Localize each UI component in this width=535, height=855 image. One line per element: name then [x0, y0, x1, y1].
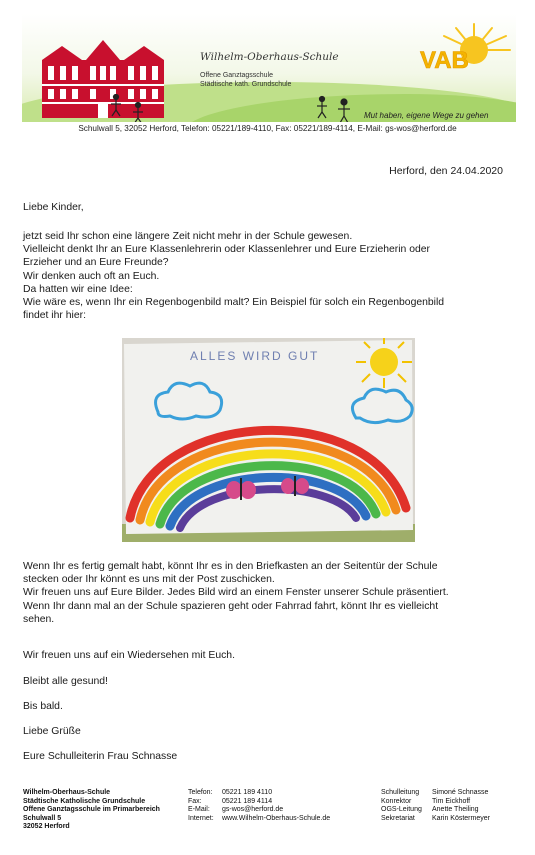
staff-role: Schulleitung [381, 789, 420, 796]
text-line: Wir denken auch oft an Euch. [23, 270, 160, 282]
text-line: Bis bald. [23, 701, 63, 712]
footer-label: Telefon: [188, 789, 213, 796]
text-line: stecken oder Ihr könnt es uns mit der Post zuschicken. [23, 574, 275, 586]
school-subtitle: Städtische kath. Grundschule [200, 81, 292, 88]
text-line: Wir freuen uns auf ein Wiedersehen mit Euch. [23, 650, 235, 661]
footer-contact-labels [188, 789, 214, 823]
letter-signature [23, 750, 513, 763]
staff-role: Sekretariat [381, 814, 415, 822]
fax-number: 05221 189 4114 [222, 797, 273, 805]
letter-paragraph-instructions [23, 560, 513, 626]
footer-line: Schulwall 5 [23, 814, 62, 822]
letter-paragraph-intro [23, 230, 513, 322]
letter-closing [23, 725, 513, 738]
footer-staff-names [432, 789, 490, 823]
text-line: findet ihr hier: [23, 310, 86, 322]
footer-line: Wilhelm-Oberhaus-Schule [23, 789, 111, 796]
signature-text: Eure Schulleiterin Frau Schnasse [23, 751, 178, 762]
website-link[interactable]: www.Wilhelm-Oberhaus-Schule.de [222, 814, 331, 822]
school-slogan: Mut haben, eigene Wege zu gehen [364, 111, 489, 120]
text-line: Erzieher und an Eure Freunde? [23, 257, 169, 269]
footer-staff-roles [381, 789, 422, 823]
school-subtitle: Offene Ganztagsschule [200, 72, 274, 79]
vab-sun-logo [414, 20, 514, 82]
email-link[interactable]: gs-wos@herford.de [222, 806, 284, 814]
school-name: Wilhelm-Oberhaus-Schule [200, 51, 339, 63]
closing-text: Liebe Grüße [23, 726, 81, 737]
text-line: jetzt seid Ihr schon eine längere Zeit nicht mehr in der Schule gewesen. [23, 231, 353, 242]
text-line: Wir freuen uns auf Eure Bilder. Jedes Bild wird an einem Fenster unserer Schule präsentiert. [23, 587, 449, 599]
staff-name: Anette Theiling [432, 806, 479, 814]
address-line: Schulwall 5, 32052 Herford, Telefon: 05221/189-4110, Fax: 05221/189-4114, E-Mail: gs-wos@herford.de [78, 124, 457, 133]
letter-line [23, 675, 513, 688]
staff-name: Karin Köstermeyer [432, 814, 490, 822]
footer-line: Städtische Katholische Grundschule [23, 797, 146, 805]
letter-line [23, 649, 513, 662]
footer-school-info [23, 789, 160, 832]
footer-label: Fax: [188, 797, 202, 805]
footer-label: E-Mail: [188, 806, 210, 814]
text-line: Da hatten wir eine Idee: [23, 283, 133, 295]
footer-label: Internet: [188, 814, 214, 822]
letter-greeting [23, 201, 513, 214]
staff-name: Simoné Schnasse [432, 789, 489, 796]
text-line: Wenn Ihr dann mal an der Schule spazieren geht oder Fahrrad fahrt, könnt Ihr es vielleicht [23, 600, 439, 612]
text-line: Wenn Ihr es fertig gemalt habt, könnt Ihr es in den Briefkasten an der Seitentür der Schule [23, 561, 438, 572]
phone-number: 05221 189 4110 [222, 789, 273, 796]
footer-contact-values [222, 789, 330, 823]
text-line: Bleibt alle gesund! [23, 676, 108, 687]
text-line: Vielleicht denkt Ihr an Eure Klassenlehrerin oder Klassenlehrer und Eure Erzieherin oder [23, 244, 431, 256]
letterhead-banner [22, 14, 516, 122]
vab-logo-text: VAB [420, 47, 469, 74]
letter-date: Herford, den 24.04.2020 [389, 165, 503, 177]
staff-role: OGS-Leitung [381, 806, 422, 814]
staff-name: Tim Eickhoff [432, 797, 471, 805]
greeting-text: Liebe Kinder, [23, 202, 84, 213]
footer-line: Offene Ganztagsschule im Primarbereich [23, 806, 160, 814]
letter-line [23, 700, 513, 713]
text-line: Wie wäre es, wenn Ihr ein Regenbogenbild malt? Ein Beispiel für solch ein Regenbogenbild [23, 297, 445, 309]
footer-line: 32052 Herford [23, 823, 70, 831]
drawing-caption: ALLES WIRD GUT [190, 349, 320, 363]
rainbow-drawing-photo [122, 338, 415, 542]
staff-role: Konrektor [381, 797, 412, 805]
text-line: sehen. [23, 613, 55, 625]
